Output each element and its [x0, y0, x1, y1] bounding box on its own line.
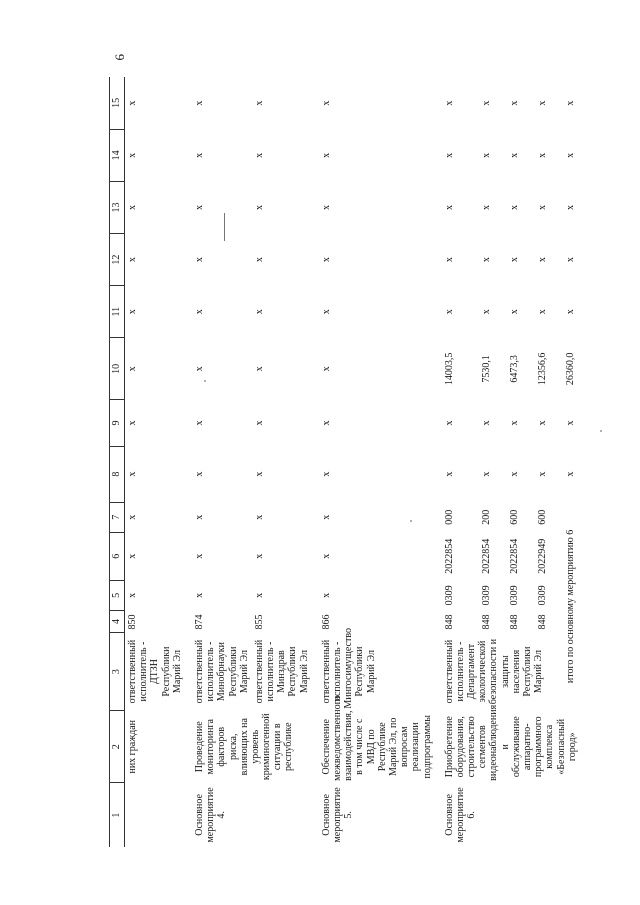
value-14: x: [508, 152, 520, 158]
col-header: 3: [110, 632, 125, 710]
value-12: x: [253, 257, 265, 263]
value-9: x: [536, 420, 548, 426]
value-10: x: [127, 366, 138, 372]
value-11: x: [443, 309, 455, 315]
value-10: 12356,6: [536, 352, 548, 386]
value-12: x: [564, 257, 576, 263]
value-10: x: [193, 366, 205, 372]
value-13: x: [564, 204, 576, 210]
grbs-code: 874: [193, 614, 205, 630]
value-14: x: [193, 152, 205, 158]
csr-code: x: [193, 553, 205, 559]
value-12: x: [320, 257, 332, 263]
value-13: x: [536, 204, 548, 210]
measure-label: Основное мероприятие 4.: [193, 787, 228, 843]
scan-speck: [204, 380, 206, 382]
col-header: 13: [110, 181, 125, 233]
col-header: 15: [110, 77, 125, 129]
measure-description: Приобретение оборудования, строительство сегментов видеонаблюдения и обслуживание аппаратно-программного комплекса «Безопасный город»: [443, 704, 578, 781]
vr-code: x: [320, 514, 332, 520]
csr-code: 2022854: [508, 538, 520, 574]
value-13: x: [193, 204, 205, 210]
value-10: 26360,0: [564, 352, 576, 386]
measure-label: Основное мероприятие 6.: [443, 787, 478, 843]
vr-code: x: [127, 514, 138, 520]
col-header: 14: [110, 129, 125, 181]
vr-code: 600: [508, 509, 520, 525]
value-8: x: [320, 471, 332, 477]
executor: ответственный исполнитель - Департамент экологической безопасности и защиты населения Республики Марий Эл: [443, 638, 545, 705]
value-8: x: [536, 471, 548, 477]
value-15: x: [564, 100, 576, 106]
value-9: x: [443, 420, 455, 426]
value-12: x: [443, 257, 455, 263]
value-13: x: [508, 204, 520, 210]
table-row: [312, 77, 435, 847]
grbs-code: 850: [127, 614, 138, 630]
value-10: x: [320, 366, 332, 372]
executor: ответственный исполнитель - ДТЗН Республики Марий Эл: [127, 639, 183, 704]
rzpr-code: x: [193, 592, 205, 598]
value-8: x: [127, 471, 138, 477]
rzpr-code: 0309: [480, 585, 492, 606]
vr-code: x: [193, 514, 205, 520]
vr-code: 200: [480, 509, 492, 525]
grbs-code: 855: [253, 614, 265, 630]
measure-label: Основное мероприятие 5.: [320, 787, 355, 843]
value-15: x: [443, 100, 455, 106]
table-row: [435, 77, 480, 847]
value-14: x: [320, 152, 332, 158]
scan-speck: [600, 430, 602, 432]
value-13: x: [127, 204, 138, 210]
measure-description: Обеспечение межведомственного взаимодействия, в том числе с МВД по Республике Марий Эл, по вопросам реализации подпрограммы: [320, 695, 433, 781]
value-11: x: [536, 309, 548, 315]
vr-code: 600: [536, 509, 548, 525]
measure-description: них граждан: [127, 719, 138, 774]
executor: ответственный исполнитель - Минздрав Республики Марий Эл: [253, 639, 310, 704]
col-header: 10: [110, 338, 125, 400]
value-12: x: [127, 257, 138, 263]
value-13: x: [253, 204, 265, 210]
table-row: [125, 77, 185, 847]
grbs-code: 848: [480, 614, 492, 630]
value-14: x: [564, 152, 576, 158]
value-15: x: [480, 100, 492, 106]
value-9: x: [508, 420, 520, 426]
value-13: x: [320, 204, 332, 210]
value-15: x: [320, 100, 332, 106]
csr-code: x: [253, 553, 265, 559]
program-table-grid: [109, 77, 579, 847]
value-15: x: [536, 100, 548, 106]
executor: ответственный исполнитель - Минобрнауки Республики Марий Эл: [193, 639, 250, 704]
grbs-code: 848: [536, 614, 548, 630]
value-13: x: [443, 204, 455, 210]
col-header: 7: [110, 502, 125, 532]
col-header: 8: [110, 446, 125, 502]
col-header: 5: [110, 580, 125, 610]
column-number-row: [110, 77, 125, 847]
csr-code: x: [127, 553, 138, 559]
executor: ответственный исполнитель - Мингосимущество Республики Марий Эл: [320, 627, 377, 709]
value-14: x: [127, 152, 138, 158]
value-11: x: [193, 309, 205, 315]
value-12: x: [536, 257, 548, 263]
value-8: x: [443, 471, 455, 477]
value-10: 7530,1: [480, 355, 492, 383]
value-14: x: [443, 152, 455, 158]
col-header: 9: [110, 400, 125, 446]
rzpr-code: 0309: [536, 585, 548, 606]
value-12: x: [480, 257, 492, 263]
value-15: x: [508, 100, 520, 106]
value-9: x: [253, 420, 265, 426]
total-label: итого по основному мероприятию 6: [564, 529, 576, 684]
rzpr-code: x: [253, 592, 265, 598]
col-header: 2: [110, 711, 125, 783]
value-14: x: [253, 152, 265, 158]
value-11: x: [564, 309, 576, 315]
grbs-code: 866: [320, 614, 332, 630]
value-9: x: [480, 420, 492, 426]
rzpr-code: x: [127, 592, 138, 598]
value-9: x: [193, 420, 205, 426]
col-header: 1: [110, 783, 125, 847]
table-row: [185, 77, 252, 847]
value-11: x: [320, 309, 332, 315]
value-8: x: [480, 471, 492, 477]
value-14: x: [536, 152, 548, 158]
value-11: x: [508, 309, 520, 315]
value-9: x: [564, 420, 576, 426]
value-15: x: [193, 100, 205, 106]
rzpr-code: 0309: [443, 585, 455, 606]
value-8: x: [508, 471, 520, 477]
value-13: x: [480, 204, 492, 210]
value-9: x: [320, 420, 332, 426]
page-number: 6: [112, 54, 127, 61]
value-12: x: [193, 257, 205, 263]
value-15: x: [253, 100, 265, 106]
scan-artifact-line: [224, 213, 225, 241]
value-11: x: [253, 309, 265, 315]
value-14: x: [480, 152, 492, 158]
program-table: [109, 77, 578, 847]
measure-label: [125, 783, 185, 847]
col-header: 4: [110, 610, 125, 632]
measure-description: Проведение мониторинга факторов риска, влияющих на уровень криминогенной ситуации в республике: [193, 713, 295, 781]
csr-code: 2022854: [480, 538, 492, 574]
value-8: x: [564, 471, 576, 477]
vr-code: x: [253, 514, 265, 520]
grbs-code: 848: [508, 614, 520, 630]
col-header: 12: [110, 234, 125, 286]
vr-code: 000: [443, 509, 455, 525]
value-11: x: [127, 309, 138, 315]
value-8: x: [253, 471, 265, 477]
csr-code: 2022854: [443, 538, 455, 574]
col-header: 6: [110, 532, 125, 580]
csr-code: 2022949: [536, 538, 548, 574]
value-10: 6473,3: [508, 355, 520, 383]
value-10: x: [253, 366, 265, 372]
col-header: 11: [110, 286, 125, 338]
value-12: x: [508, 257, 520, 263]
scan-speck: [410, 520, 412, 522]
value-9: x: [127, 420, 138, 426]
grbs-code: 848: [443, 614, 455, 630]
value-15: x: [127, 100, 138, 106]
value-11: x: [480, 309, 492, 315]
value-8: x: [193, 471, 205, 477]
csr-code: x: [320, 553, 332, 559]
rzpr-code: 0309: [508, 585, 520, 606]
value-10: 14003,5: [443, 352, 455, 386]
rzpr-code: x: [320, 592, 332, 598]
